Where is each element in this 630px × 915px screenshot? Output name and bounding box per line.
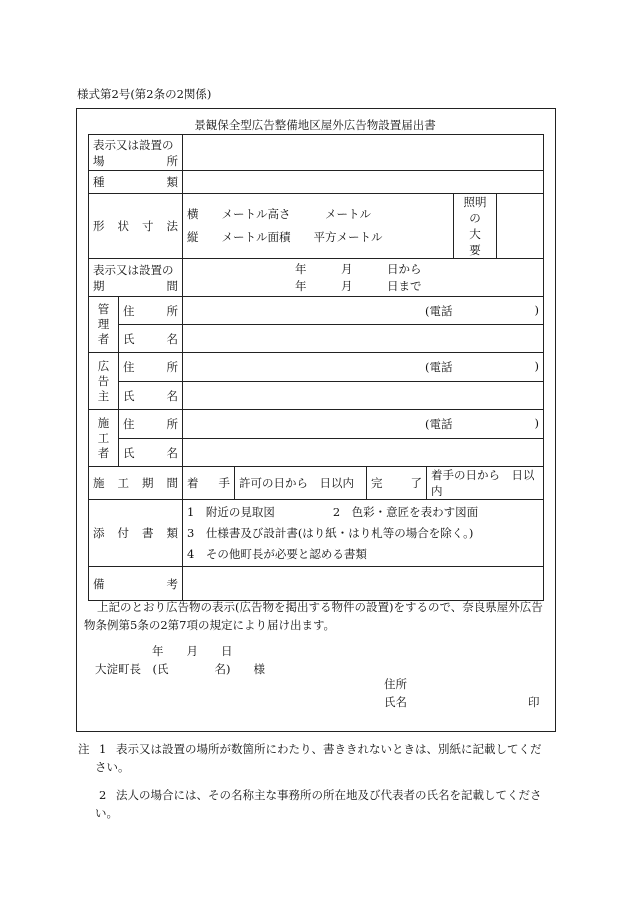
start-value[interactable]: 許可の日から 日以内 [235, 467, 367, 500]
remarks-row [89, 567, 544, 601]
addressee: 大淀町長 (氏 名) 様 [95, 662, 265, 676]
manager-address-field[interactable] [183, 297, 544, 325]
seal-mark: 印 [528, 695, 540, 709]
note-2-line-2: い。 [95, 806, 118, 820]
builder-name-row [89, 439, 544, 467]
type-field[interactable] [183, 171, 544, 194]
advertiser-name-row [89, 382, 544, 410]
period-label-2: 期 間 [93, 278, 178, 293]
remarks-label: 備 考 [89, 567, 183, 601]
size-label: 形 状 寸 法 [89, 194, 183, 259]
location-label-1: 表示又は設置の [93, 137, 174, 152]
attachments-list [183, 500, 544, 567]
declaration-date: 年 月 日 [152, 644, 233, 658]
builder-phone-close: ) [534, 416, 540, 430]
size-line-2: 縦 メートル面積 平方メートル [187, 230, 383, 244]
manager-label: 管理者 [89, 297, 119, 353]
finish-value[interactable]: 着手の日から 日以内 [427, 467, 544, 500]
declaration-line-2: 物条例第5条の2第7項の規定により届け出ます。 [84, 618, 336, 632]
finish-label: 完 了 [367, 467, 427, 500]
period-to: 年 月 日まで [295, 278, 422, 293]
size-row [89, 194, 544, 259]
note-1-line-2: さい。 [95, 760, 130, 774]
attachments-row [89, 500, 544, 567]
location-label-2: 場 所 [93, 153, 178, 168]
period-field[interactable] [183, 259, 544, 297]
builder-address-field[interactable] [183, 410, 544, 439]
manager-phone-close: ) [534, 302, 540, 317]
applicant-name-label: 氏名 [384, 695, 407, 709]
application-table [88, 134, 544, 601]
form-number: 様式第2号(第2条の2関係) [77, 87, 212, 101]
attachment-4: 4 その他町長が必要と認める書類 [187, 546, 367, 561]
advertiser-address-label: 住 所 [119, 353, 183, 382]
applicant-address-label: 住所 [384, 677, 407, 691]
size-field[interactable] [183, 194, 454, 259]
period-from: 年 月 日から [295, 261, 422, 276]
remarks-field[interactable] [183, 567, 544, 601]
advertiser-label: 広告主 [89, 353, 119, 410]
attachment-1: 1 附近の見取図 [187, 504, 275, 519]
notes-label: 注 [78, 742, 90, 756]
size-line-1: 横 メートル高さ メートル [187, 207, 371, 221]
note-1-number: 1 [99, 742, 107, 756]
manager-name-row [89, 325, 544, 353]
location-row [89, 135, 544, 171]
builder-name-label: 氏 名 [119, 439, 183, 467]
builder-label: 施工者 [89, 410, 119, 467]
builder-address-label: 住 所 [119, 410, 183, 439]
manager-phone-open: (電話 [425, 303, 453, 318]
note-2-line-1: 法人の場合には、その名称主な事務所の所在地及び代表者の氏名を記載してくださ [116, 788, 542, 802]
type-row [89, 171, 544, 194]
manager-address-row [89, 297, 544, 325]
lighting-field[interactable] [497, 194, 544, 259]
builder-name-field[interactable] [183, 439, 544, 467]
advertiser-address-row [89, 353, 544, 382]
lighting-label-2: 大 要 [469, 227, 493, 257]
start-label: 着 手 [183, 467, 235, 500]
note-1-line-1: 表示又は設置の場所が数箇所にわたり、書ききれないときは、別紙に記載してくだ [116, 742, 542, 756]
form-title: 景観保全型広告整備地区屋外広告物設置届出書 [194, 118, 436, 132]
note-2-number: 2 [99, 788, 107, 802]
advertiser-name-field[interactable] [183, 382, 544, 410]
attachments-label: 添 付 書 類 [89, 500, 183, 567]
builder-address-row [89, 410, 544, 439]
advertiser-address-field[interactable] [183, 353, 544, 382]
work-period-row [89, 467, 544, 500]
lighting-label-1: 照明の [463, 195, 487, 225]
advertiser-phone-close: ) [534, 359, 540, 373]
builder-phone-open: (電話 [425, 417, 453, 431]
attachment-3: 3 仕様書及び設計書(はり紙・はり札等の場合を除く。) [187, 525, 474, 540]
attachment-1-2 [187, 502, 539, 523]
location-field[interactable] [183, 135, 544, 171]
attachment-2: 2 色彩・意匠を表わす図面 [332, 504, 479, 519]
period-row [89, 259, 544, 297]
advertiser-name-label: 氏 名 [119, 382, 183, 410]
work-period-label: 施 工 期 間 [89, 467, 183, 500]
type-label: 種 類 [89, 171, 183, 194]
manager-name-label: 氏 名 [119, 325, 183, 353]
period-label-1: 表示又は設置の [93, 262, 174, 277]
manager-address-label: 住 所 [119, 297, 183, 325]
manager-name-field[interactable] [183, 325, 544, 353]
declaration-line-1: 上記のとおり広告物の表示(広告物を掲出する物件の設置)をするので、奈良県屋外広告 [97, 600, 543, 614]
advertiser-phone-open: (電話 [425, 360, 453, 374]
